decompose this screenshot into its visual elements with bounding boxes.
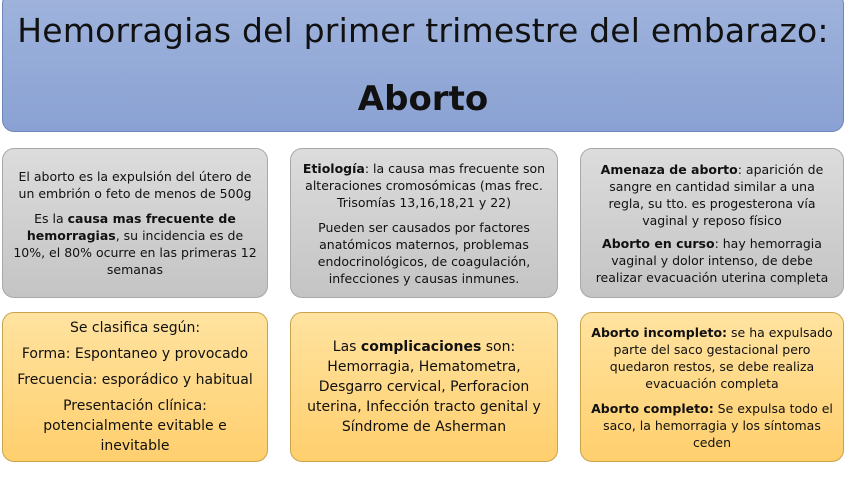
causes-text: Pueden ser causados por factores anatómicos maternos, problemas endocrinológicos, de coagulación, infecciones y causas inmunes. (317, 219, 531, 286)
threat-course-box (580, 148, 844, 298)
definition-text: El aborto es la expulsión del útero de un embrión o feto de menos de 500g (18, 169, 252, 201)
etiology-text: Etiología: la causa mas frecuente son alteraciones cromosómicas (mas frec. Trisomías 13,16,18,21 y 22) (302, 160, 546, 210)
classification-presentation: Presentación clínica: potencialmente evitable e inevitable (43, 398, 227, 454)
threatened-abortion-text: Amenaza de aborto: aparición de sangre en cantidad similar a una regla, su tto. es progesterona vía vaginal y reposo físico (600, 161, 824, 228)
etiology-box (290, 148, 558, 298)
classification-frequency: Frecuencia: esporádico y habitual (17, 372, 253, 388)
complications-text: Las complicaciones son: Hemorragia, Hematometra, Desgarro cervical, Perforacion uterina, Infección tracto genital y Síndrome de Asherman (307, 339, 541, 435)
classification-form: Forma: Espontaneo y provocado (21, 346, 249, 362)
classification-heading: Se clasifica según: (69, 320, 201, 336)
complications-box (290, 312, 558, 462)
incomplete-complete-box (580, 312, 844, 462)
title-line-2: Aborto (357, 79, 489, 119)
abortion-in-course-text: Aborto en curso: hay hemorragia vaginal y dolor intenso, de debe realizar evacuación uterina completa (595, 235, 829, 285)
complete-abortion-text: Aborto completo: Se expulsa todo el saco, la hemorragia y los síntomas ceden (591, 400, 833, 450)
incomplete-abortion-text: Aborto incompleto: se ha expulsado parte del saco gestacional pero quedaron restos, se debe realiza evacuación completa (591, 324, 833, 391)
title-line-1: Hemorragias del primer trimestre del embarazo: (17, 11, 829, 50)
title-banner (2, 0, 844, 132)
incidence-text: Es la causa mas frecuente de hemorragias, su incidencia es de 10%, el 80% ocurre en las primeras 12 semanas (13, 211, 257, 277)
definition-box (2, 148, 268, 298)
classification-box (2, 312, 268, 462)
